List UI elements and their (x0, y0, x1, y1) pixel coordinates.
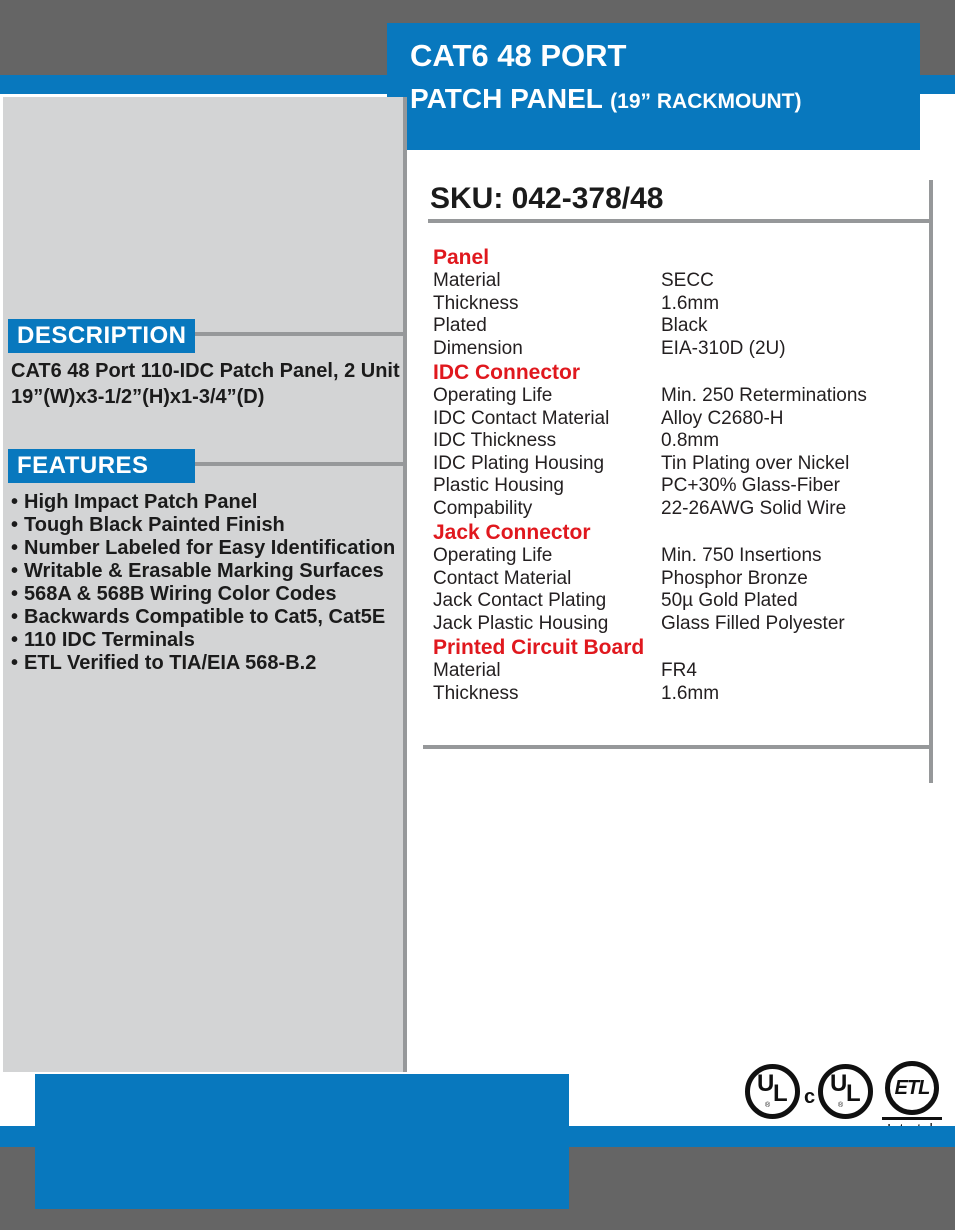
spec-label: Jack Plastic Housing (433, 612, 609, 634)
spec-row (433, 315, 925, 338)
spec-label: Material (433, 660, 501, 681)
description-text (11, 358, 403, 410)
spec-row (433, 568, 925, 591)
spec-label: Thickness (433, 682, 519, 704)
etl-bar (882, 1117, 942, 1120)
cul-c-prefix: c (804, 1086, 816, 1108)
spec-row (433, 475, 925, 498)
spec-label: IDC Thickness (433, 430, 557, 451)
spec-row (433, 453, 925, 476)
ul-letter-u: U (830, 1070, 848, 1097)
spec-row (433, 683, 925, 706)
spec-row (433, 590, 925, 613)
product-title-line2 (410, 83, 920, 118)
spec-label: Thickness (433, 292, 519, 314)
spec-section-title-pcb: Printed Circuit Board (433, 636, 645, 659)
spec-row (433, 613, 925, 636)
spec-label: Operating Life (433, 385, 553, 406)
spec-label: IDC Plating Housing (433, 452, 605, 474)
product-title-line2-suffix: (19” RACKMOUNT) (610, 90, 802, 113)
etl-circle (885, 1061, 939, 1115)
spec-row (433, 270, 925, 293)
spec-row (433, 545, 925, 568)
bullet-icon: • (11, 560, 19, 582)
spec-row (433, 430, 925, 453)
bullet-icon: • (11, 537, 19, 559)
spec-value: 22-26AWG Solid Wire (661, 497, 847, 519)
spec-value: Black (661, 315, 708, 336)
spec-row (433, 385, 925, 408)
bullet-icon: • (11, 606, 19, 628)
bullet-icon: • (11, 652, 19, 674)
feature-item (11, 583, 405, 606)
spec-value: Tin Plating over Nickel (661, 452, 850, 474)
spec-value: Phosphor Bronze (661, 567, 808, 589)
registered-trademark-icon: ® (838, 1102, 844, 1109)
etl-letters: ETL (894, 1077, 930, 1099)
features-header (8, 449, 195, 483)
spec-label: Material (433, 270, 501, 291)
spec-label: Compability (433, 497, 533, 519)
content-vertical-rule (929, 180, 933, 783)
feature-item-text: 110 IDC Terminals (24, 629, 195, 651)
spec-value: PC+30% Glass-Fiber (661, 475, 840, 496)
description-header (8, 319, 195, 353)
feature-item-text: Writable & Erasable Marking Surfaces (24, 560, 384, 582)
footer-blue-block (35, 1074, 569, 1209)
spec-label: Jack Contact Plating (433, 590, 607, 611)
ul-letter-l: L (846, 1080, 861, 1107)
bullet-icon: • (11, 583, 19, 605)
spec-label: Plastic Housing (433, 475, 564, 496)
description-connector-line (195, 332, 407, 336)
feature-item (11, 491, 405, 514)
spec-row (433, 338, 925, 361)
ul-letter-u: U (757, 1070, 775, 1097)
content-divider (423, 745, 933, 749)
features-connector-line (195, 462, 407, 466)
product-title-line2-main: PATCH PANEL (410, 83, 603, 114)
registered-trademark-icon: ® (765, 1102, 771, 1109)
bullet-icon: • (11, 514, 19, 536)
spec-value: Alloy C2680-H (661, 407, 784, 429)
spec-label: Contact Material (433, 567, 572, 589)
feature-item-text: Backwards Compatible to Cat5, Cat5E (24, 606, 386, 628)
spec-value: SECC (661, 270, 714, 291)
spec-label: Operating Life (433, 545, 553, 566)
spec-value: 1.6mm (661, 682, 720, 704)
feature-item-text: Tough Black Painted Finish (24, 514, 285, 536)
spec-value: 0.8mm (661, 430, 720, 451)
feature-item (11, 629, 405, 652)
sku-heading: SKU: 042-378/48 (430, 182, 664, 215)
bullet-icon: • (11, 491, 19, 513)
spec-label: Plated (433, 315, 487, 336)
features-list (11, 491, 405, 675)
spec-value: Glass Filled Polyester (661, 612, 845, 634)
description-line: CAT6 48 Port 110-IDC Patch Panel, 2 Unit (11, 360, 400, 382)
description-line: 19”(W)x3-1/2”(H)x1-3/4”(D) (11, 386, 265, 408)
spec-value: 1.6mm (661, 292, 720, 314)
bullet-icon: • (11, 629, 19, 651)
spec-row (433, 660, 925, 683)
ul-listed-icon (745, 1064, 800, 1119)
feature-item (11, 560, 405, 583)
spec-row (433, 408, 925, 431)
feature-item-text: High Impact Patch Panel (24, 491, 258, 513)
spec-label: IDC Contact Material (433, 407, 610, 429)
spec-section-title-idc-connector: IDC Connector (433, 361, 580, 384)
sku-underline (428, 219, 933, 223)
feature-item-text: ETL Verified to TIA/EIA 568-B.2 (24, 652, 317, 674)
spec-value: FR4 (661, 660, 697, 681)
spec-value: 50µ Gold Plated (661, 590, 798, 611)
spec-row (433, 293, 925, 316)
feature-item (11, 606, 405, 629)
spec-value: EIA-310D (2U) (661, 337, 786, 359)
features-header-label: FEATURES (17, 452, 149, 479)
product-title-box (387, 23, 920, 150)
feature-item (11, 537, 405, 560)
spec-label: Dimension (433, 337, 523, 359)
feature-item (11, 652, 405, 675)
spec-table (433, 245, 925, 705)
spec-section-title-panel: Panel (433, 246, 490, 269)
feature-item-text: Number Labeled for Easy Identification (24, 537, 396, 559)
feature-item (11, 514, 405, 537)
cul-listed-icon (818, 1064, 873, 1119)
ul-letter-l: L (773, 1080, 788, 1107)
feature-item-text: 568A & 568B Wiring Color Codes (24, 583, 337, 605)
product-title-line1: CAT6 48 PORT (410, 38, 627, 73)
spec-section-title-jack-connector: Jack Connector (433, 521, 591, 544)
spec-row (433, 498, 925, 521)
description-header-label: DESCRIPTION (17, 322, 187, 349)
spec-value: Min. 750 Insertions (661, 545, 822, 566)
spec-value: Min. 250 Reterminations (661, 385, 867, 406)
